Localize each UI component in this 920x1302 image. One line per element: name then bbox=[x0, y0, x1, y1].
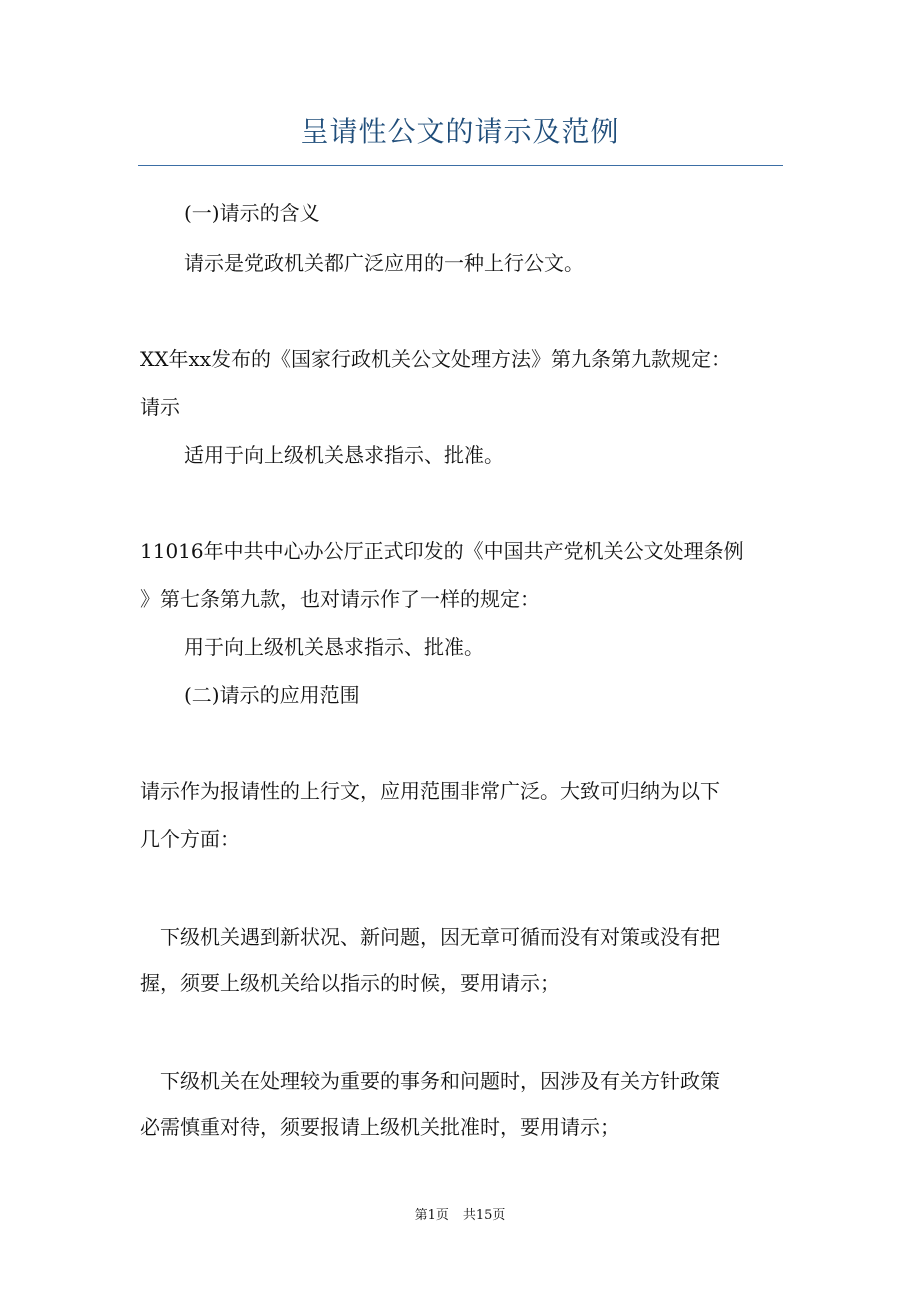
paragraph-line: 用于向上级机关恳求指示、批准。 bbox=[184, 635, 484, 659]
paragraph-line: 适用于向上级机关恳求指示、批准。 bbox=[184, 443, 504, 467]
paragraph-line: 几个方面： bbox=[140, 827, 240, 851]
paragraph-line: 11016年中共中心办公厅正式印发的《中国共产党机关公文处理条例 bbox=[140, 539, 744, 563]
section-heading-2: (二)请示的应用范围 bbox=[184, 683, 360, 707]
paragraph-line: 》第七条第九款，也对请示作了一样的规定： bbox=[140, 587, 540, 611]
title-divider bbox=[138, 165, 783, 166]
paragraph-line: 必需慎重对待，须要报请上级机关批准时，要用请示； bbox=[140, 1115, 620, 1139]
paragraph-line: XX年xx发布的《国家行政机关公文处理方法》第九条第九款规定： bbox=[140, 347, 732, 371]
page-total: 共15页 bbox=[462, 1208, 506, 1223]
paragraph-line: 下级机关在处理较为重要的事务和问题时，因涉及有关方针政策 bbox=[160, 1069, 720, 1093]
page-number: 第1页 bbox=[414, 1208, 449, 1223]
paragraph-line: 请示作为报请性的上行文，应用范围非常广泛。大致可归纳为以下 bbox=[140, 779, 720, 803]
section-heading-1: (一)请示的含义 bbox=[184, 201, 320, 225]
document-title: 呈请性公文的请示及范例 bbox=[300, 115, 620, 148]
paragraph-line: 握，须要上级机关给以指示的时候，要用请示； bbox=[140, 971, 560, 995]
paragraph-line: 请示是党政机关都广泛应用的一种上行公文。 bbox=[184, 251, 584, 275]
page-footer bbox=[0, 1207, 920, 1225]
paragraph-line: 请示 bbox=[140, 395, 180, 419]
paragraph-line: 下级机关遇到新状况、新问题，因无章可循而没有对策或没有把 bbox=[160, 925, 720, 949]
